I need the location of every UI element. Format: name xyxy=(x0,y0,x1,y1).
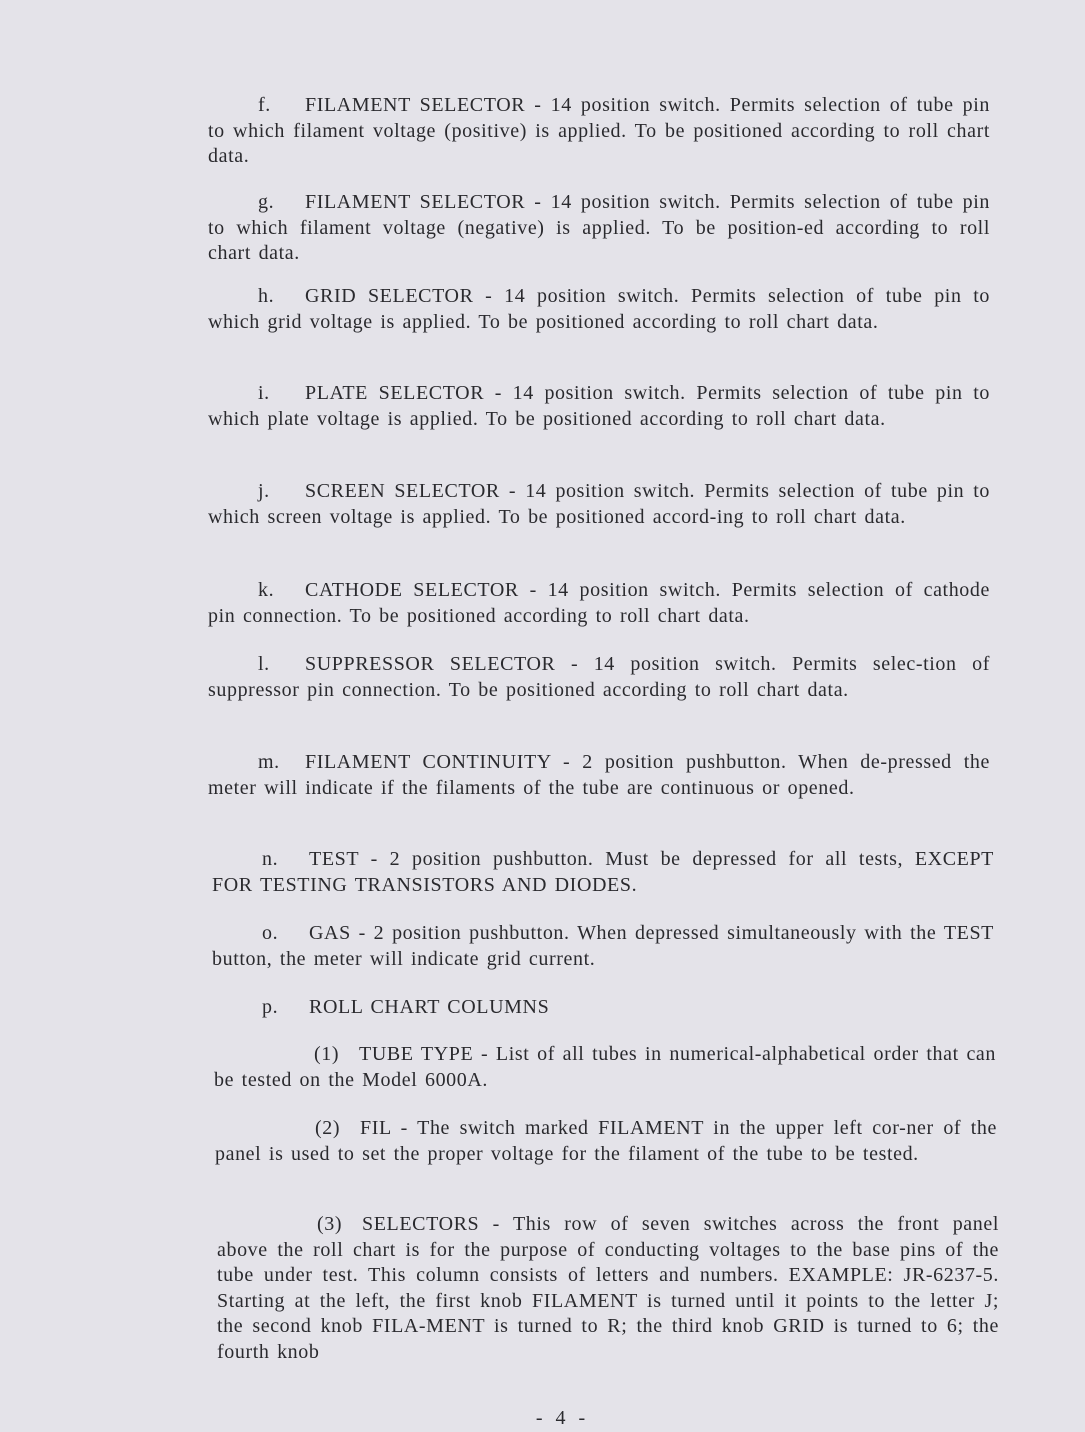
item-label: m. xyxy=(258,751,280,773)
item-i xyxy=(208,381,990,432)
item-label: h. xyxy=(258,285,275,307)
item-text: TEST - 2 position pushbutton. Must be depressed for all tests, EXCEPT FOR TESTING TRANSISTORS AND DIODES. xyxy=(212,848,994,896)
subitem-label: (2) xyxy=(315,1117,341,1139)
subitem-text: TUBE TYPE - List of all tubes in numerical-alphabetical order that can be tested on the Model 6000A. xyxy=(214,1043,996,1091)
item-o xyxy=(212,921,994,972)
item-text: SCREEN SELECTOR - 14 position switch. Permits selection of tube pin to which screen voltage is applied. To be positioned accord-ing to roll chart data. xyxy=(208,480,990,528)
subitem-text: FIL - The switch marked FILAMENT in the upper left cor-ner of the panel is used to set the proper voltage for the filament of the tube to be tested. xyxy=(215,1117,997,1165)
item-text: SUPPRESSOR SELECTOR - 14 position switch. Permits selec-tion of suppressor pin connection. To be positioned according to roll chart data. xyxy=(208,653,990,701)
item-label: n. xyxy=(262,848,279,870)
subitem-label: (3) xyxy=(317,1213,343,1235)
item-j xyxy=(208,479,990,530)
item-text: GRID SELECTOR - 14 position switch. Permits selection of tube pin to which grid voltage is applied. To be positioned according to roll chart data. xyxy=(208,285,990,333)
page-number: - 4 - xyxy=(535,1407,590,1429)
item-h xyxy=(208,284,990,335)
item-text: GAS - 2 position pushbutton. When depressed simultaneously with the TEST button, the meter will indicate grid current. xyxy=(212,922,994,970)
subitem-2 xyxy=(215,1116,997,1167)
item-p xyxy=(212,995,994,1021)
item-m xyxy=(208,750,990,801)
item-label: l. xyxy=(258,653,270,675)
item-n xyxy=(212,847,994,898)
item-text: FILAMENT CONTINUITY - 2 position pushbutton. When de-pressed the meter will indicate if the filaments of the tube are continuous or opened. xyxy=(208,751,990,799)
subitem-label: (1) xyxy=(314,1043,340,1065)
item-label: k. xyxy=(258,579,275,601)
item-label: o. xyxy=(262,922,279,944)
subitem-text: SELECTORS - This row of seven switches across the front panel above the roll chart is for the purpose of conducting voltages to the base pins of the tube under test. This column consists of letters and numbers. EXAMPLE: JR-6237-5. Starting at the left, the first knob FILAMENT is turned until it points to the letter J; the second knob FILA-MENT is turned to R; the third knob GRID is turned to 6; the fourth knob xyxy=(217,1213,999,1363)
item-f xyxy=(208,93,990,170)
item-text: PLATE SELECTOR - 14 position switch. Permits selection of tube pin to which plate voltage is applied. To be positioned according to roll chart data. xyxy=(208,382,990,430)
subitem-1 xyxy=(214,1042,996,1093)
item-label: g. xyxy=(258,191,275,213)
item-text: CATHODE SELECTOR - 14 position switch. Permits selection of cathode pin connection. To be positioned according to roll chart data. xyxy=(208,579,990,627)
item-label: f. xyxy=(258,94,271,116)
item-text: ROLL CHART COLUMNS xyxy=(309,996,550,1018)
item-l xyxy=(208,652,990,703)
item-k xyxy=(208,578,990,629)
item-label: p. xyxy=(262,996,279,1018)
item-text: FILAMENT SELECTOR - 14 position switch. Permits selection of tube pin to which filament voltage (positive) is applied. To be positioned according to roll chart data. xyxy=(208,94,990,167)
item-label: j. xyxy=(258,480,270,502)
item-g xyxy=(208,190,990,267)
item-text: FILAMENT SELECTOR - 14 position switch. Permits selection of tube pin to which filament voltage (negative) is applied. To be position-ed according to roll chart data. xyxy=(208,191,990,264)
subitem-3 xyxy=(217,1212,999,1365)
item-label: i. xyxy=(258,382,270,404)
